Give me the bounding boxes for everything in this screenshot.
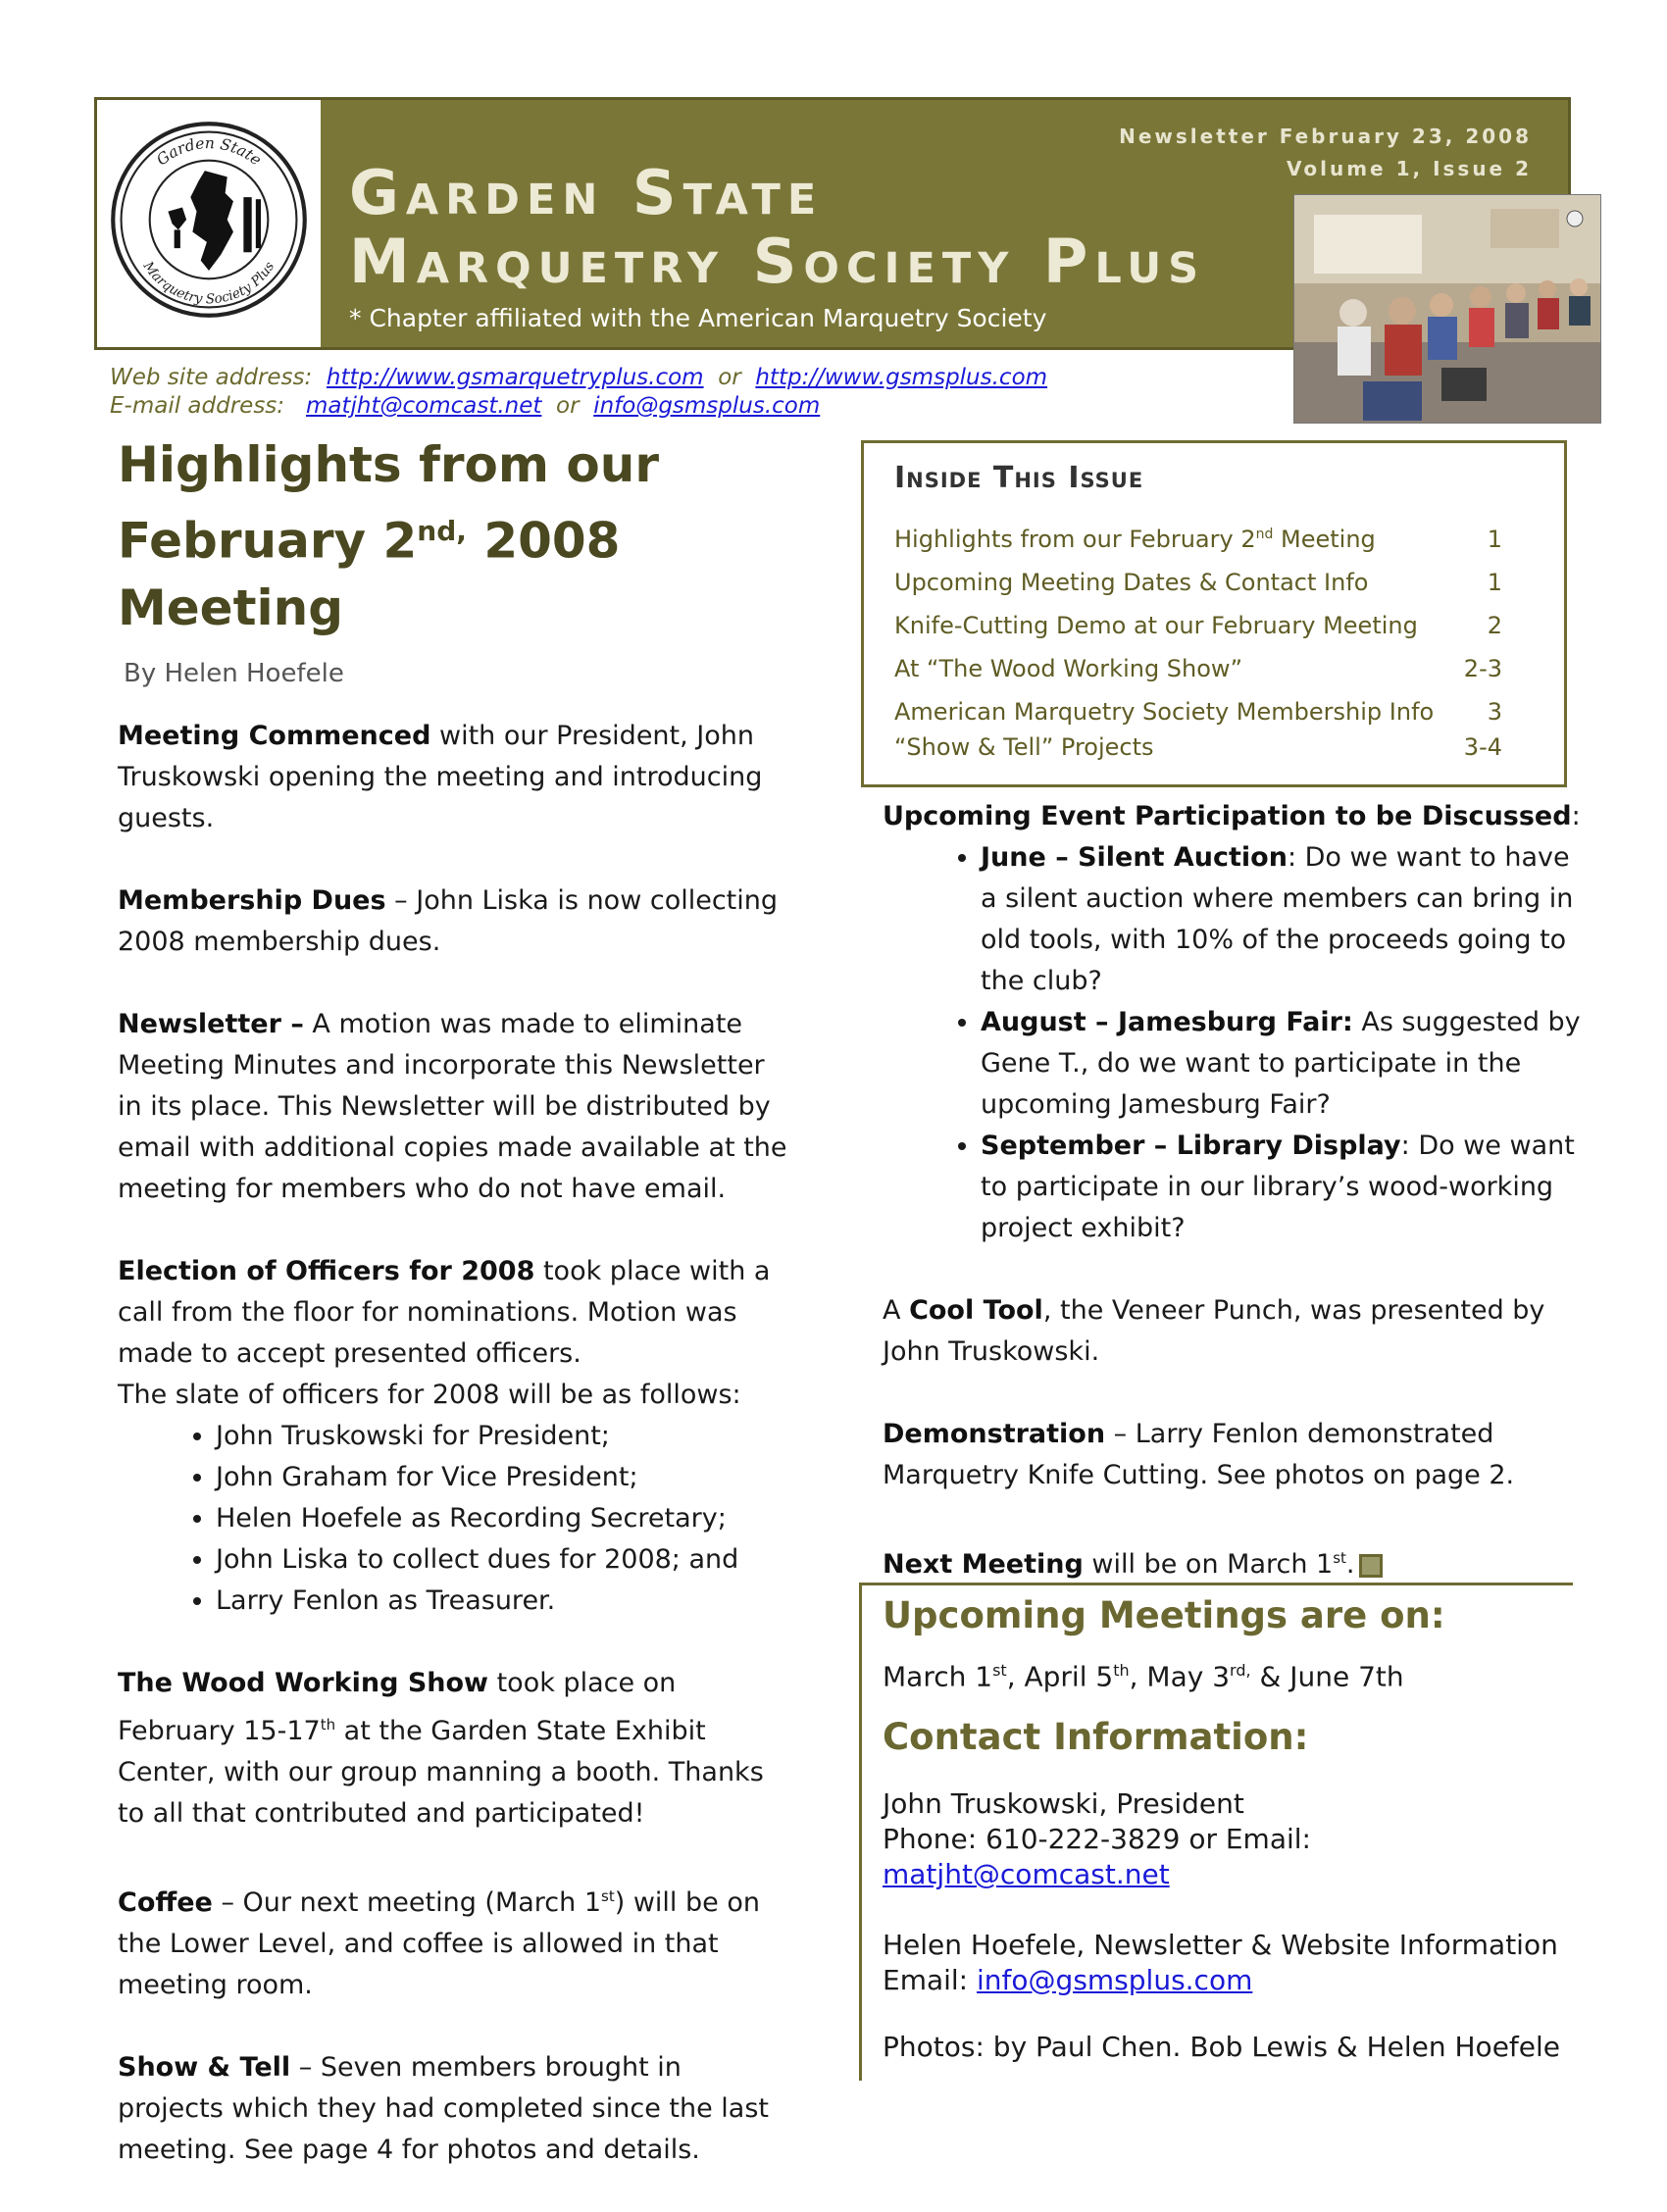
byline: By Helen Hoefele — [124, 658, 344, 688]
affiliation-note: * Chapter affiliated with the American Marquetry Society — [349, 304, 1047, 332]
paragraph-election: Election of Officers for 2008 took place with a call from the floor for nominations. Motion was made to accept presented officers. The slate of officers for 2008 will be as follows: — [118, 1255, 771, 1410]
right-column — [883, 796, 1589, 1627]
meeting-photo — [1293, 194, 1601, 424]
list-item: • September – Library Display: Do we want to participate in our library’s wood-working project exhibit? — [981, 1126, 1589, 1249]
contact-president: John Truskowski, President Phone: 610-222-3829 or Email: matjht@comcast.net — [883, 1787, 1311, 1890]
toc-item[interactable]: “Show & Tell” Projects 3-4 — [894, 733, 1502, 761]
svg-text:Marquetry Society Plus: Marquetry Society Plus — [139, 258, 278, 308]
officers-list — [118, 1416, 794, 1622]
paragraph-next-meeting: Next Meeting will be on March 1st. — [883, 1537, 1589, 1585]
email-link-2[interactable]: info@gsmsplus.com — [593, 393, 821, 419]
toc-item[interactable]: Highlights from our February 2nd Meeting 1 — [894, 526, 1502, 553]
newsletter-date: Newsletter February 23, 2008 — [1119, 125, 1532, 148]
toc-item[interactable]: Upcoming Meeting Dates & Contact Info 1 — [894, 569, 1502, 596]
website-link-2[interactable]: http://www.gsmsplus.com — [755, 365, 1048, 390]
photo-credits: Photos: by Paul Chen. Bob Lewis & Helen Hoefele — [883, 2031, 1561, 2063]
list-item: • Larry Fenlon as Treasurer. — [216, 1581, 794, 1622]
events-heading: Upcoming Event Participation to be Discussed: — [883, 801, 1581, 831]
org-title-line2: Marquetry Society Plus — [349, 226, 1206, 297]
toc-item[interactable]: American Marquetry Society Membership Info 3 — [894, 698, 1502, 726]
list-item: • John Graham for Vice President; — [216, 1457, 794, 1498]
email-label: E-mail address: — [110, 393, 285, 419]
main-article — [118, 431, 794, 2212]
email-link-1[interactable]: matjht@comcast.net — [305, 393, 542, 419]
website-or: or — [718, 365, 741, 390]
list-item: • August – Jamesburg Fair: As suggested by Gene T., do we want to participate in the upcoming Jamesburg Fair? — [981, 1002, 1589, 1126]
paragraph-show-and-tell: Show & Tell – Seven members brought in projects which they had completed since the last meeting. See page 4 for photos and details. — [118, 2051, 769, 2165]
contact-newsletter: Helen Hoefele, Newsletter & Website Information Email: info@gsmsplus.com — [883, 1929, 1558, 1996]
paragraph-coffee: Coffee – Our next meeting (March 1st) will be on the Lower Level, and coffee is allowed in that meeting room. — [118, 1886, 760, 2000]
website-line — [110, 365, 1047, 390]
paragraph-newsletter: Newsletter – A motion was made to eliminate Meeting Minutes and incorporate this Newsletter in its place. This Newsletter will be distributed by email with additional copies made available at the meeting for members who do not have email. — [118, 1008, 787, 1204]
paragraph-cool-tool: A Cool Tool, the Veneer Punch, was presented by John Truskowski. — [883, 1295, 1545, 1367]
website-link-1[interactable]: http://www.gsmarquetryplus.com — [326, 365, 704, 390]
toc-item[interactable]: At “The Wood Working Show” 2-3 — [894, 655, 1502, 682]
end-of-article-icon — [1359, 1554, 1383, 1578]
contact-info-heading: Contact Information: — [883, 1716, 1309, 1758]
paragraph-membership-dues: Membership Dues – John Liska is now collecting 2008 membership dues. — [118, 884, 779, 957]
events-list — [883, 837, 1589, 1249]
svg-text:Garden State: Garden State — [153, 134, 265, 170]
paragraph-demonstration: Demonstration – Larry Fenlon demonstrated Marquetry Knife Cutting. See photos on page 2. — [883, 1419, 1515, 1490]
website-label: Web site address: — [110, 365, 313, 390]
toc-title: Inside This Issue — [894, 461, 1144, 495]
org-title-line1: Garden State — [349, 157, 824, 228]
paragraph-wood-working-show: The Wood Working Show took place on February 15-17th at the Garden State Exhibit Center, with our group manning a booth. Thanks to all that contributed and participated! — [118, 1667, 764, 1829]
newsletter-email-link[interactable]: info@gsmsplus.com — [977, 1964, 1253, 1996]
email-line — [110, 393, 820, 419]
list-item: • Helen Hoefele as Recording Secretary; — [216, 1498, 794, 1539]
society-logo-seal — [107, 118, 311, 322]
list-item: • June – Silent Auction: Do we want to have a silent auction where members can bring in old tools, with 10% of the proceeds going to the club? — [981, 837, 1589, 1002]
volume-issue: Volume 1, Issue 2 — [1287, 157, 1532, 180]
email-or: or — [556, 393, 580, 419]
president-email-link[interactable]: matjht@comcast.net — [883, 1858, 1170, 1890]
list-item: • John Liska to collect dues for 2008; and — [216, 1539, 794, 1581]
upcoming-meetings-heading: Upcoming Meetings are on: — [883, 1594, 1445, 1636]
article-heading: Highlights from our February $2^{nd,}$ 2008 Meeting — [118, 436, 659, 636]
meeting-dates: March 1st, April 5th, May $3^{rd,}$ & June 7th — [883, 1660, 1404, 1693]
list-item: • John Truskowski for President; — [216, 1416, 794, 1457]
toc-item[interactable]: Knife-Cutting Demo at our February Meeting 2 — [894, 612, 1502, 639]
paragraph-meeting-commenced: Meeting Commenced with our President, John Truskowski opening the meeting and introducing guests. — [118, 720, 763, 833]
